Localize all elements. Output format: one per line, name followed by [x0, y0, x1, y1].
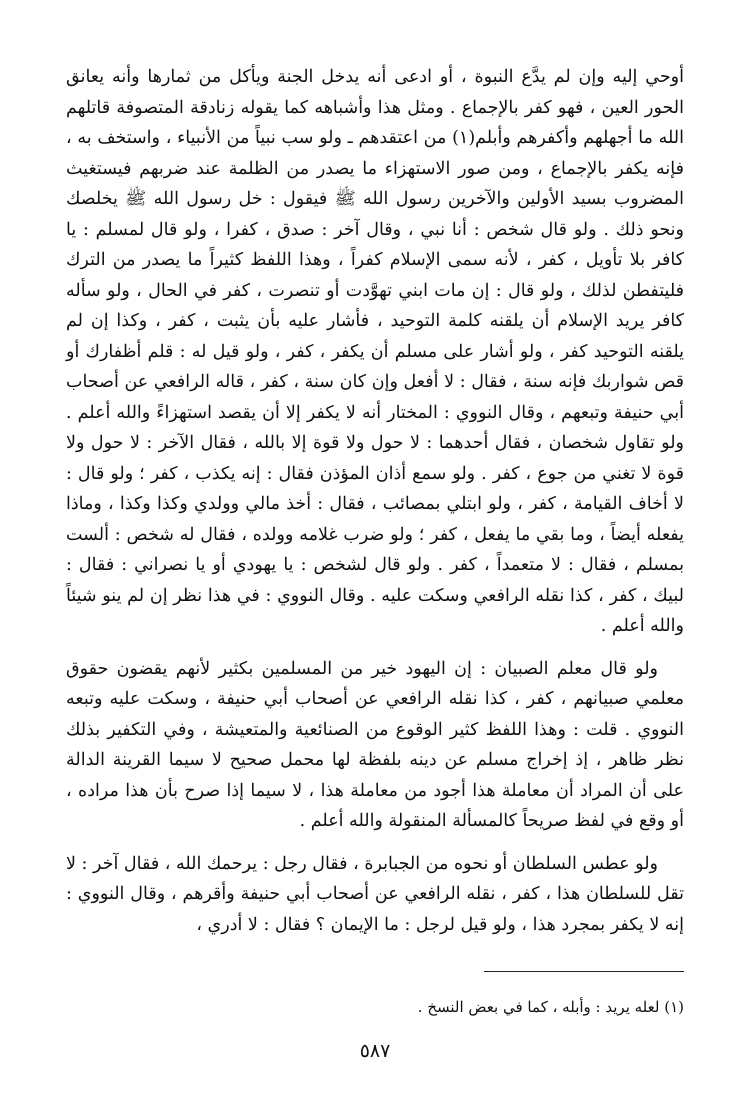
paragraph: ولو قال معلم الصبيان : إن اليهود خير من المسلمين بكثير لأنهم يقضون حقوق معلمي صبيانهم ، كفر ، كذا نقله الرافعي عن أصحاب أبي حنيفة ، وسكت عليه وتبعه النووي . قلت : وهذا اللفظ كثير الوقوع من الصنائعية والمتعيشة ، وفي التكفير بذلك نظر ظاهر ، إذ إخراج مسلم عن دينه بلفظة لها محمل صحيح لا سيما القرينة الدالة على أن المراد أن معاملة هذا أجود من معاملة هذا ، لا سيما إذا صرح بأن هذا مراده ، أو وقع في لفظ صريحاً كالمسألة المنقولة والله أعلم . — [66, 658, 684, 831]
paragraph: ولو عطس السلطان أو نحوه من الجبابرة ، فقال رجل : يرحمك الله ، فقال آخر : لا تقل للسلطان هذا ، كفر ، نقله الرافعي عن أصحاب أبي حنيفة وأقرهم ، وقال النووي : إنه لا يكفر بمجرد هذا ، ولو قيل لرجل : ما الإيمان ؟ فقال : لا أدري ، — [66, 853, 684, 935]
footnote-divider — [484, 971, 684, 972]
main-text — [66, 62, 684, 940]
footnote: (١) لعله يريد : وأبله ، كما في بعض النسخ . — [417, 998, 684, 1016]
page-number: ٥٨٧ — [359, 1040, 391, 1062]
paragraph: أوحي إليه وإن لم يدَّع النبوة ، أو ادعى أنه يدخل الجنة ويأكل من ثمارها وأنه يعانق الحور العين ، فهو كفر بالإجماع . ومثل هذا وأشباهه كما يقوله زنادقة المتصوفة قاتلهم الله ما أجهلهم وأكفرهم وأبلم(١) من اعتقدهم ـ ولو سب نبياً من الأنبياء ، واستخف به ، فإنه يكفر بالإجماع ، ومن صور الاستهزاء ما يصدر من الظلمة عند ضربهم فيستغيث المضروب بسيد الأولين والآخرين رسول الله ﷺ فيقول : خل رسول الله ﷺ يخلصك ونحو ذلك . ولو قال شخص : أنا نبي ، وقال آخر : صدق ، كفرا ، ولو قال لمسلم : يا كافر بلا تأويل ، كفر ، لأنه سمى الإسلام كفراً ، وهذا اللفظ كثيراً ما يصدر من الترك فليتفطن لذلك ، ولو قال : إن مات ابني تهوَّدت أو تنصرت ، كفر في الحال ، ولو سأله كافر يريد الإسلام أن يلقنه كلمة التوحيد ، فأشار عليه بأن يثبت ، كفر ، وكذا إن لم يلقنه التوحيد كفر ، ولو أشار على مسلم أن يكفر ، كفر ، ولو قيل له : قلم أظفارك أو قص شواربك فإنه سنة ، فقال : لا أفعل وإن كان سنة ، كفر ، قاله الرافعي عن أصحاب أبي حنيفة وتبعهم ، وقال النووي : المختار أنه لا يكفر إلا أن يقصد استهزاءً والله أعلم . ولو تقاول شخصان ، فقال أحدهما : لا حول ولا قوة إلا بالله ، فقال الآخر : لا حول ولا قوة لا تغني من جوع ، كفر . ولو سمع أذان المؤذن فقال : إنه يكذب ، كفر ؛ ولو قال : لا أخاف القيامة ، كفر ، ولو ابتلي بمصائب ، فقال : أخذ مالي وولدي وكذا وكذا ، وماذا يفعله أيضاً ، وما بقي ما يفعل ، كفر ؛ ولو ضرب غلامه وولده ، فقال له شخص : ألست بمسلم ، فقال : لا متعمداً ، كفر . ولو قال لشخص : يا يهودي أو يا نصراني : فقال : لبيك ، كفر ، كذا نقله الرافعي وسكت عليه . وقال النووي : في هذا نظر إن لم ينو شيئاً والله أعلم . — [66, 67, 684, 636]
